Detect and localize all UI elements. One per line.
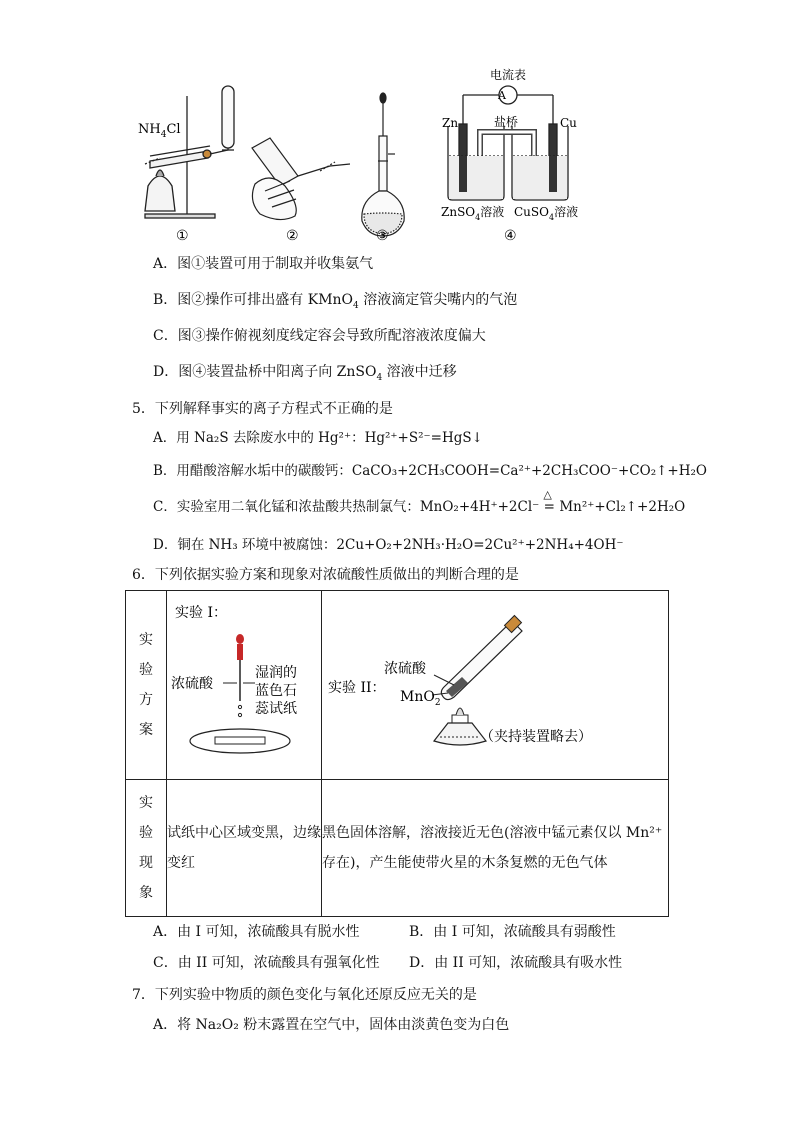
heat-symbol: △ (543, 488, 552, 501)
fig1-number: ① (176, 228, 189, 244)
exp2-reagent-label: 浓硫酸 (384, 661, 426, 677)
fig4-salt-bridge: 盐桥 (494, 115, 519, 129)
q5-option-b: B．用醋酸溶解水垢中的碳酸钙：CaCO₃+2CH₃COOH=Ca²⁺+2CH₃COO⁻+CO₂↑+H₂O (153, 463, 707, 479)
experiment-2-diagram (322, 591, 668, 779)
q4-option-c: C．图③操作俯视刻度线定容会导致所配溶液浓度偏大 (153, 328, 486, 344)
q6-experiment-table (125, 590, 669, 917)
q5-option-a: A．用 Na₂S 去除废水中的 Hg²⁺：Hg²⁺+S²⁻=HgS↓ (153, 430, 483, 446)
q6-option-a: A．由 I 可知，浓硫酸具有脱水性 (153, 924, 360, 940)
figure-4-galvanic-cell (448, 86, 568, 200)
experiment-1-cell (167, 591, 322, 780)
exp1-reagent-label: 浓硫酸 (171, 676, 213, 692)
exp2-note: （夹持装置略去） (480, 729, 592, 745)
experiment-2-cell (322, 591, 669, 780)
q4-figures (120, 66, 600, 248)
experiment-1-diagram (167, 591, 321, 779)
fig4-cu-label: Cu (560, 116, 577, 130)
q6-option-b: B．由 I 可知，浓硫酸具有弱酸性 (409, 924, 616, 940)
fig4-zn-label: Zn (442, 116, 459, 130)
exp2-solid-label: MnO$_2$ (400, 689, 441, 708)
row-header-result: 实 验 现 象 (126, 780, 167, 917)
q4-option-b: B．图②操作可排出盛有 KMnO$_4$ 溶液滴定管尖嘴内的气泡 (153, 292, 518, 311)
exp1-paper-label-3: 蕊试纸 (255, 701, 297, 717)
q5-option-c: C．实验室用二氧化锰和浓盐酸共热制氯气：MnO₂+4H⁺+2Cl⁻ △ = Mn²⁺+Cl₂↑+2H₂O (153, 497, 685, 517)
fig1-reagent-label: $NH_4Cl$ (138, 122, 181, 140)
fig4-right-solution: CuSO$_4$溶液 (514, 205, 579, 222)
fig4-meter-label: 电流表 (490, 68, 527, 82)
fig4-number: ④ (504, 228, 517, 244)
fig3-number: ③ (376, 228, 389, 244)
result-2: 黑色固体溶解，溶液接近无色(溶液中锰元素仅以 Mn²⁺ 存在)，产生能使带火星的木条复燃的无色气体 (322, 780, 669, 917)
fig4-meter-symbol: A (498, 89, 506, 102)
q4-option-d: D．图④装置盐桥中阳离子向 ZnSO$_4$ 溶液中迁移 (153, 364, 457, 383)
figure-2-burette (252, 138, 350, 220)
q6-option-c: C．由 II 可知，浓硫酸具有强氧化性 (153, 955, 380, 971)
q5-stem: 5．下列解释事实的离子方程式不正确的是 (132, 401, 393, 417)
exp1-paper-label-1: 湿润的 (255, 665, 297, 681)
figure-3-volumetric-flask (362, 93, 404, 236)
exp1-title: 实验 I： (175, 605, 227, 621)
fig4-left-solution: ZnSO$_4$溶液 (441, 205, 505, 222)
fig2-number: ② (286, 228, 299, 244)
q7-stem: 7．下列实验中物质的颜色变化与氧化还原反应无关的是 (132, 987, 477, 1003)
q7-option-a: A．将 Na₂O₂ 粉末露置在空气中，固体由淡黄色变为白色 (153, 1017, 510, 1033)
q5-option-d: D．铜在 NH₃ 环境中被腐蚀：2Cu+O₂+2NH₃·H₂O=2Cu²⁺+2NH₄+4OH⁻ (153, 537, 624, 553)
figure-1-ammonia-setup (145, 86, 234, 218)
q4-option-a: A．图①装置可用于制取并收集氨气 (153, 256, 374, 272)
exp2-title: 实验 II： (328, 680, 386, 696)
q6-option-d: D．由 II 可知，浓硫酸具有吸水性 (409, 955, 623, 971)
row-header-plan: 实 验 方 案 (126, 591, 167, 780)
exp1-paper-label-2: 蓝色石 (255, 683, 297, 699)
result-1: 试纸中心区域变黑，边缘变红 (167, 780, 322, 917)
q6-stem: 6．下列依据实验方案和现象对浓硫酸性质做出的判断合理的是 (132, 567, 519, 583)
